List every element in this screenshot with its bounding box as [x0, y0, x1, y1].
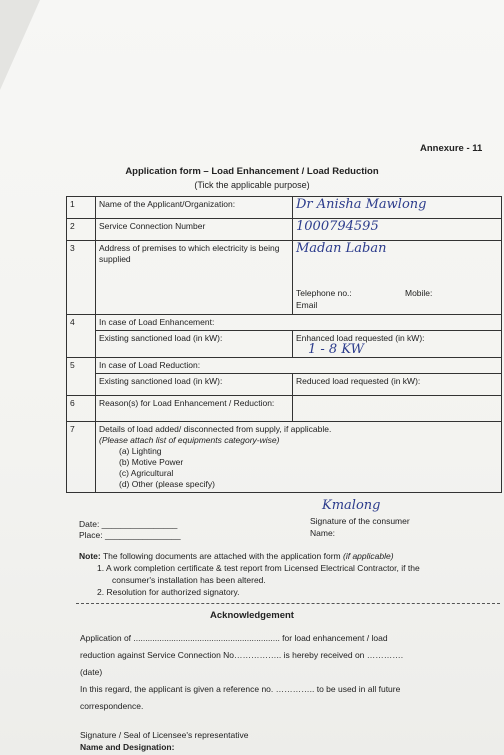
address-label: Address of premises to which electricity is being supplied	[96, 241, 293, 315]
consumer-signature-mark: Kmalong	[322, 498, 381, 513]
row-number: 4	[67, 315, 96, 358]
table-row	[67, 422, 502, 493]
place-field[interactable]: Place: ________________	[79, 530, 181, 540]
table-row	[67, 374, 502, 396]
note-item-1: 1. A work completion certificate & test report from Licensed Electrical Contractor, if the	[97, 563, 420, 573]
ack-line-5: correspondence.	[80, 701, 144, 711]
applicant-name-value: Dr Anisha Mawlong	[296, 197, 427, 212]
reduced-load-label: Reduced load requested (in kW):	[296, 376, 421, 386]
name-field[interactable]: Name:	[310, 528, 336, 538]
table-row	[67, 396, 502, 422]
row-number: 5	[67, 358, 96, 396]
row-number: 7	[67, 422, 96, 493]
applicant-name-field[interactable]	[293, 197, 502, 219]
enhanced-load-field[interactable]	[293, 331, 502, 358]
reduced-load-field[interactable]	[293, 374, 502, 396]
enhancement-header: In case of Load Enhancement:	[96, 315, 502, 331]
ack-line-3: (date)	[80, 667, 103, 677]
note-item-2: 2. Resolution for authorized signatory.	[97, 587, 240, 597]
row-number: 6	[67, 396, 96, 422]
divider	[76, 603, 500, 604]
ack-line-4: In this regard, the applicant is given a reference no. ………….. to be used in all future	[80, 684, 401, 694]
form-subtitle: (Tick the applicable purpose)	[194, 180, 310, 190]
table-row	[67, 219, 502, 241]
load-details-label: Details of load added/ disconnected from supply, if applicable.	[99, 424, 332, 434]
load-details-note: (Please attach list of equipments category-wise)	[99, 435, 280, 445]
table-row	[67, 315, 502, 331]
ack-line-2: reduction against Service Connection No…………….. is hereby received on ………….	[80, 650, 404, 660]
reason-field[interactable]	[293, 396, 502, 422]
mobile-label: Mobile:	[405, 288, 433, 298]
signature-label: Signature of the consumer	[310, 516, 410, 526]
table-row	[67, 331, 502, 358]
row-number: 2	[67, 219, 96, 241]
row-number: 3	[67, 241, 96, 315]
service-connection-field[interactable]	[293, 219, 502, 241]
ack-line-1: Application of .............................................................. for load enhancement / load	[80, 633, 388, 643]
load-details-cell	[96, 422, 502, 493]
address-value: Madan Laban	[296, 241, 387, 256]
category-item: (a) Lighting	[119, 446, 162, 456]
note-item-1-cont: consumer's installation has been altered.	[112, 575, 266, 585]
date-field[interactable]: Date: ________________	[79, 519, 178, 529]
enhanced-load-label: Enhanced load requested (in kW):	[296, 333, 425, 343]
reduction-header: In case of Load Reduction:	[96, 358, 502, 374]
category-item: (b) Motive Power	[119, 457, 184, 467]
table-row	[67, 241, 502, 315]
note-italic: (if applicable)	[343, 551, 394, 561]
email-label: Email	[296, 300, 318, 310]
enhanced-load-value: 1 - 8 KW	[308, 342, 364, 357]
applicant-name-label: Name of the Applicant/Organization:	[96, 197, 293, 219]
reason-label: Reason(s) for Load Enhancement / Reduction:	[96, 396, 293, 422]
telephone-label: Telephone no.:	[296, 288, 352, 298]
note-label: Note:	[79, 551, 101, 561]
page-fold	[0, 0, 40, 90]
application-table	[66, 196, 502, 493]
category-item: (d) Other (please specify)	[119, 479, 215, 489]
acknowledgement-title: Acknowledgement	[210, 610, 294, 621]
form-title: Application form – Load Enhancement / Load Reduction	[125, 166, 379, 177]
licensee-signature-label: Signature / Seal of Licensee's representative	[80, 730, 249, 740]
existing-load-label-2: Existing sanctioned load (in kW):	[96, 374, 293, 396]
row-number: 1	[67, 197, 96, 219]
note-text: The following documents are attached with the application form	[102, 551, 341, 561]
address-field[interactable]	[293, 241, 502, 315]
table-row	[67, 197, 502, 219]
name-designation-label: Name and Designation:	[80, 742, 175, 752]
note-line	[79, 551, 394, 561]
table-row	[67, 358, 502, 374]
service-connection-value: 1000794595	[296, 219, 379, 234]
existing-load-label: Existing sanctioned load (in kW):	[96, 331, 293, 358]
service-connection-label: Service Connection Number	[96, 219, 293, 241]
annexure-label: Annexure - 11	[420, 143, 483, 154]
category-item: (c) Agricultural	[119, 468, 174, 478]
